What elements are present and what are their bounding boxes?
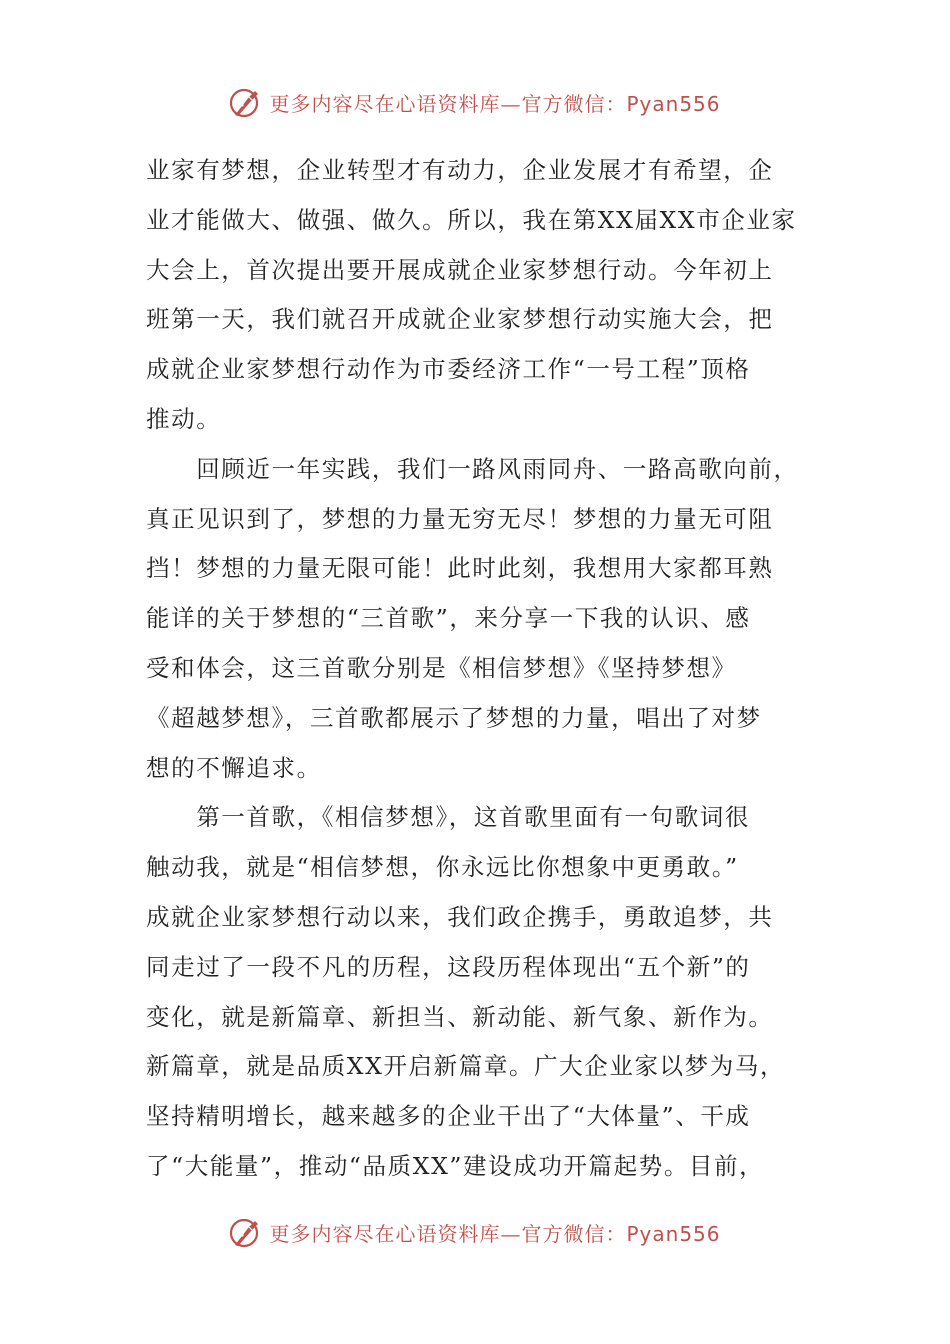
text-line: 大会上，首次提出要开展成就企业家梦想行动。今年初上	[146, 255, 774, 284]
text-line: 能详的关于梦想的“三首歌”，来分享一下我的认识、感	[146, 604, 751, 633]
text-line: 成就企业家梦想行动以来，我们政企携手，勇敢追梦，共	[146, 902, 774, 931]
text-line: 回顾近一年实践，我们一路风雨同舟、一路高歌向前，	[146, 454, 799, 483]
footer-watermark	[0, 1212, 950, 1252]
footer-wechat-id: Pyan556	[626, 1221, 721, 1246]
footer-watermark-text: 更多内容尽在心语资料库—官方微信：Pyan556	[269, 1221, 721, 1246]
pen-logo-icon	[229, 85, 263, 119]
text-line: 想的不懈追求。	[146, 753, 322, 782]
text-line: 了“大能量”，推动“品质XX”建设成功开篇起势。目前，	[146, 1151, 765, 1180]
pen-logo-icon	[229, 1215, 263, 1249]
text-line: 新篇章，就是品质XX开启新篇章。广大企业家以梦为马，	[146, 1052, 786, 1081]
text-line: 同走过了一段不凡的历程，这段历程体现出“五个新”的	[146, 952, 751, 981]
text-line: 挡！梦想的力量无限可能！此时此刻，我想用大家都耳熟	[146, 554, 774, 583]
header-watermark-text: 更多内容尽在心语资料库—官方微信：Pyan556	[269, 91, 721, 116]
text-line: 坚持精明增长，越来越多的企业干出了“大体量”、干成	[146, 1102, 751, 1131]
text-line: 变化，就是新篇章、新担当、新动能、新气象、新作为。	[146, 1002, 774, 1031]
document-body	[146, 146, 808, 1192]
text-line: 成就企业家梦想行动作为市委经济工作“一号工程”顶格	[146, 355, 751, 384]
text-line: 《超越梦想》，三首歌都展示了梦想的力量，唱出了对梦	[146, 703, 762, 732]
text-line: 业家有梦想，企业转型才有动力，企业发展才有希望，企	[146, 156, 774, 184]
text-line: 第一首歌，《相信梦想》，这首歌里面有一句歌词很	[146, 803, 750, 832]
header-watermark	[0, 82, 950, 122]
header-wechat-id: Pyan556	[626, 91, 721, 116]
text-line: 班第一天，我们就召开成就企业家梦想行动实施大会，把	[146, 305, 774, 334]
text-line: 推动。	[146, 404, 222, 433]
text-line: 触动我，就是“相信梦想，你永远比你想象中更勇敢。”	[146, 853, 739, 882]
text-line: 受和体会，这三首歌分别是《相信梦想》《坚持梦想》	[146, 653, 737, 682]
text-line: 业才能做大、做强、做久。所以，我在第XX届XX市企业家	[146, 205, 797, 234]
text-line: 真正见识到了，梦想的力量无穷无尽！梦想的力量无可阻	[146, 504, 774, 533]
